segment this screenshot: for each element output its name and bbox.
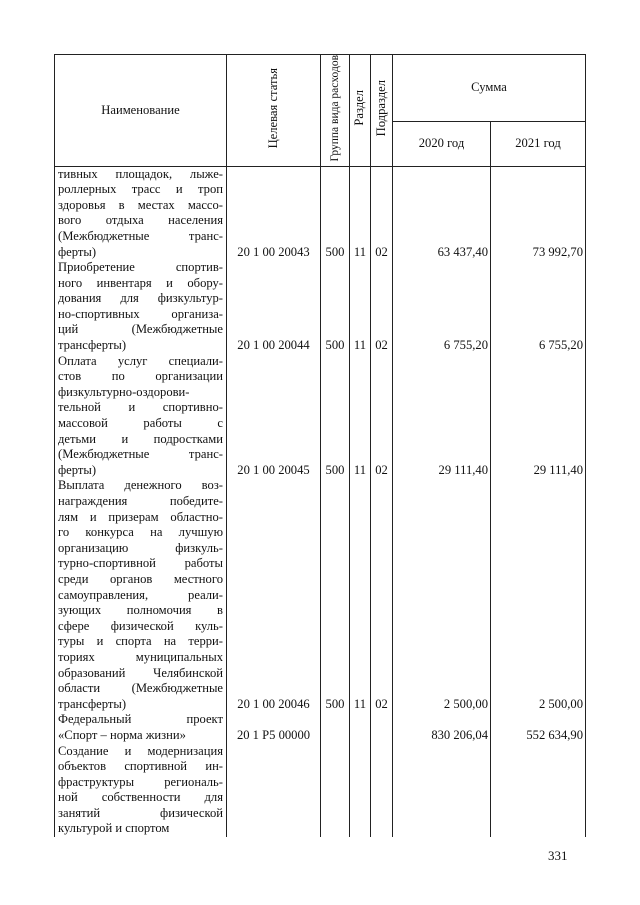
table-row (55, 260, 586, 354)
row-subsection: 02 (371, 166, 393, 260)
row-section: 11 (350, 166, 371, 260)
row-name-line: тельной и спортивно- (58, 400, 223, 415)
row-group (321, 712, 350, 743)
row-sum-2020: 63 437,40 (393, 166, 491, 260)
row-name-line: лям и призерам областно- (58, 509, 223, 524)
row-target-code: 20 1 00 20046 (227, 478, 321, 712)
row-sum-2021: 2 500,00 (491, 478, 586, 712)
row-name-line: объектов спортивной ин- (58, 759, 223, 774)
row-name-line: (Межбюджетные транс- (58, 447, 223, 462)
table-body (55, 166, 586, 837)
row-sum-2020: 830 206,04 (393, 712, 491, 743)
header-target: Целевая статья (227, 55, 321, 167)
row-name-line: тивных площадок, лыже- (58, 166, 223, 181)
header-name: Наименование (55, 55, 227, 167)
row-section: 11 (350, 260, 371, 354)
row-name-line: Приобретение спортив- (58, 260, 223, 275)
row-name-line: дования для физкультур- (58, 291, 223, 306)
row-name-line: ферты) (58, 462, 97, 477)
row-name-line: Выплата денежного воз- (58, 478, 223, 493)
row-target-code (227, 744, 321, 838)
row-target-code: 20 1 00 20045 (227, 354, 321, 479)
row-sum-2021: 73 992,70 (491, 166, 586, 260)
row-name (55, 744, 227, 838)
row-name-line: зующих полномочия в (58, 603, 223, 618)
row-name-line: туры и спорта на терри- (58, 634, 223, 649)
header-sum: Сумма (393, 55, 586, 122)
row-name (55, 354, 227, 479)
row-name-line: трансферты) (58, 338, 127, 353)
row-name-line: (Межбюджетные транс- (58, 228, 223, 243)
row-sum-2021: 6 755,20 (491, 260, 586, 354)
header-group: Группа вида расходов (321, 55, 350, 167)
row-name-line: ций (Межбюджетные (58, 322, 223, 337)
row-name-line: массовой работы с (58, 416, 223, 431)
row-name-line: стов по организации (58, 369, 223, 384)
row-name-line: Создание и модернизация (58, 743, 223, 758)
page-number: 331 (548, 848, 568, 863)
row-name-line: здоровья в местах массо- (58, 197, 223, 212)
row-name-line: но-спортивных организа- (58, 306, 223, 321)
row-name-line: фраструктуры региональ- (58, 774, 223, 789)
row-name-line: награждения победите- (58, 494, 223, 509)
row-group (321, 744, 350, 838)
table-row (55, 354, 586, 479)
row-name-line: роллерных трасс и троп (58, 182, 223, 197)
row-name-line: культурой и спортом (58, 821, 170, 836)
row-section: 11 (350, 478, 371, 712)
row-name-line: го конкурса на лучшую (58, 525, 223, 540)
header-section: Раздел (350, 55, 371, 167)
table-row (55, 166, 586, 260)
row-section (350, 712, 371, 743)
row-subsection: 02 (371, 354, 393, 479)
row-name-line: самоуправления, реали- (58, 587, 223, 602)
table-row (55, 744, 586, 838)
row-target-code: 20 1 P5 00000 (227, 712, 321, 743)
row-sum-2021: 29 111,40 (491, 354, 586, 479)
row-name-line: занятий физической (58, 805, 223, 820)
row-target-code: 20 1 00 20043 (227, 166, 321, 260)
row-group: 500 (321, 260, 350, 354)
row-sum-2020: 2 500,00 (393, 478, 491, 712)
row-name-line: турно-спортивной работы (58, 556, 223, 571)
row-name-line: вого отдыха населения (58, 213, 223, 228)
row-name-line: среди органов местного (58, 571, 223, 586)
row-target-code: 20 1 00 20044 (227, 260, 321, 354)
row-name-line: Федеральный проект (58, 712, 223, 727)
row-name-line: трансферты) (58, 696, 127, 711)
row-name-line: образований Челябинской (58, 665, 223, 680)
row-sum-2021: 552 634,90 (491, 712, 586, 743)
row-sum-2020: 6 755,20 (393, 260, 491, 354)
row-sum-2021 (491, 744, 586, 838)
row-section (350, 744, 371, 838)
row-sum-2020: 29 111,40 (393, 354, 491, 479)
row-group: 500 (321, 478, 350, 712)
row-name-line: области (Межбюджетные (58, 681, 223, 696)
row-name-line: сфере физической куль- (58, 618, 223, 633)
row-name (55, 712, 227, 743)
table-row (55, 712, 586, 743)
row-sum-2020 (393, 744, 491, 838)
row-name (55, 260, 227, 354)
table-row (55, 478, 586, 712)
header-year-2021: 2021 год (491, 121, 586, 166)
row-group: 500 (321, 166, 350, 260)
row-section: 11 (350, 354, 371, 479)
row-name-line: организацию физкуль- (58, 540, 223, 555)
budget-table (54, 54, 586, 837)
row-subsection: 02 (371, 478, 393, 712)
row-subsection: 02 (371, 260, 393, 354)
row-subsection (371, 744, 393, 838)
row-name-line: физкультурно-оздорови- (58, 384, 190, 399)
header-subsection: Подраздел (371, 55, 393, 167)
row-subsection (371, 712, 393, 743)
row-name (55, 478, 227, 712)
row-name-line: ферты) (58, 244, 97, 259)
header-year-2020: 2020 год (393, 121, 491, 166)
row-name (55, 166, 227, 260)
row-name-line: Оплата услуг специали- (58, 353, 223, 368)
row-name-line: детьми и подростками (58, 431, 223, 446)
row-name-line: ного инвентаря и обору- (58, 275, 223, 290)
row-group: 500 (321, 354, 350, 479)
row-name-line: «Спорт – норма жизни» (58, 727, 186, 742)
row-name-line: ной собственности для (58, 790, 223, 805)
row-name-line: ториях муниципальных (58, 649, 223, 664)
